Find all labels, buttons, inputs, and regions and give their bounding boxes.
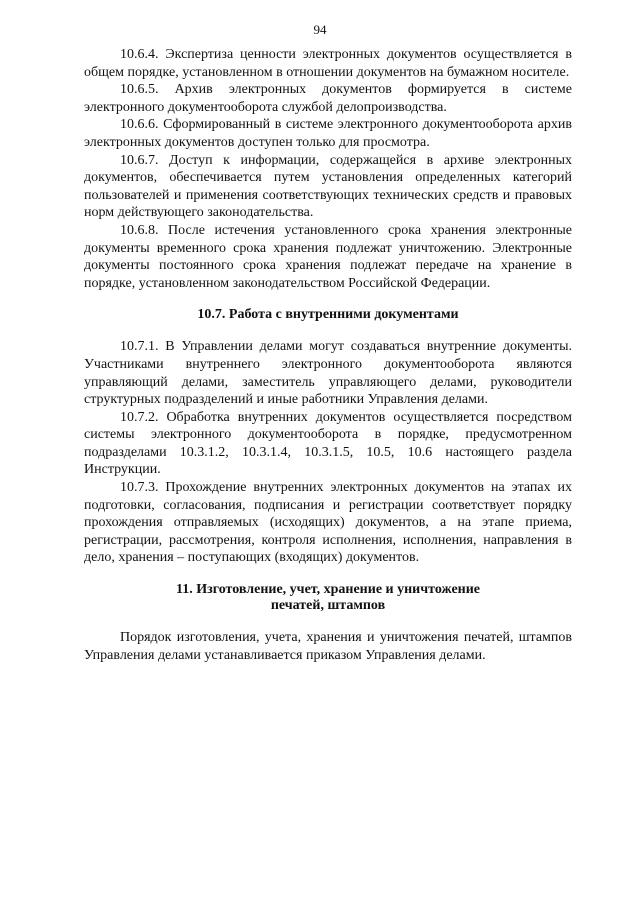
section-heading-11-line-1: 11. Изготовление, учет, хранение и уничтожение [175, 582, 480, 598]
section-heading-11-line-2: печатей, штампов [270, 598, 386, 614]
paragraph-10-6-6: 10.6.6. Сформированный в системе электронного документооборота архив электронных документов доступен только для просмотра. [84, 117, 572, 150]
paragraph-10-7-3: 10.7.3. Прохождение внутренних электронных документов на этапах их подготовки, согласования, подписания и регистрации соответствует порядку прохождения отправляемых (исходящих) документов, а на этапе приема, регистрации, рассмотрения, контроля исполнения, исполнения, направления в дело, хранения – поступающих (входящих) документов. [84, 480, 572, 566]
paragraph-10-6-5: 10.6.5. Архив электронных документов формируется в системе электронного документооборота службой делопроизводства. [84, 82, 572, 115]
paragraph-10-6-7: 10.6.7. Доступ к информации, содержащейся в архиве электронных документов, обеспечивается путем установления определенных категорий пользователей и применения соответствующих технических средств и правовых норм действующего законодательства. [84, 152, 572, 221]
paragraph-10-6-4: 10.6.4. Экспертиза ценности электронных документов осуществляется в общем порядке, установленном в отношении документов на бумажном носителе. [84, 47, 572, 80]
paragraph-10-7-2: 10.7.2. Обработка внутренних документов осуществляется посредством системы электронного документооборота в порядке, предусмотренном подразделами 10.3.1.2, 10.3.1.4, 10.3.1.5, 10.5, 10.6 настоящего раздела Инструкции. [84, 409, 572, 478]
paragraph-11-1: Порядок изготовления, учета, хранения и уничтожения печатей, штампов Управления делами устанавливается приказом Управления делами. [84, 630, 572, 663]
document-body [84, 46, 572, 664]
page-number: 94 [313, 22, 327, 37]
paragraph-10-6-8: 10.6.8. После истечения установленного срока хранения электронные документы временного срока хранения подлежат уничтожению. Электронные документы постоянного срока хранения подлежат передаче на хранение в порядке, установленном законодательством Российской Федерации. [84, 222, 572, 291]
paragraph-10-7-1: 10.7.1. В Управлении делами могут создаваться внутренние документы. Участниками внутреннего электронного документооборота являются управляющий делами, заместитель управляющего делами, руководители структурных подразделений и иные работники Управления делами. [84, 339, 572, 408]
section-heading-11 [84, 582, 572, 614]
section-heading-10-7: 10.7. Работа с внутренними документами [197, 307, 459, 323]
